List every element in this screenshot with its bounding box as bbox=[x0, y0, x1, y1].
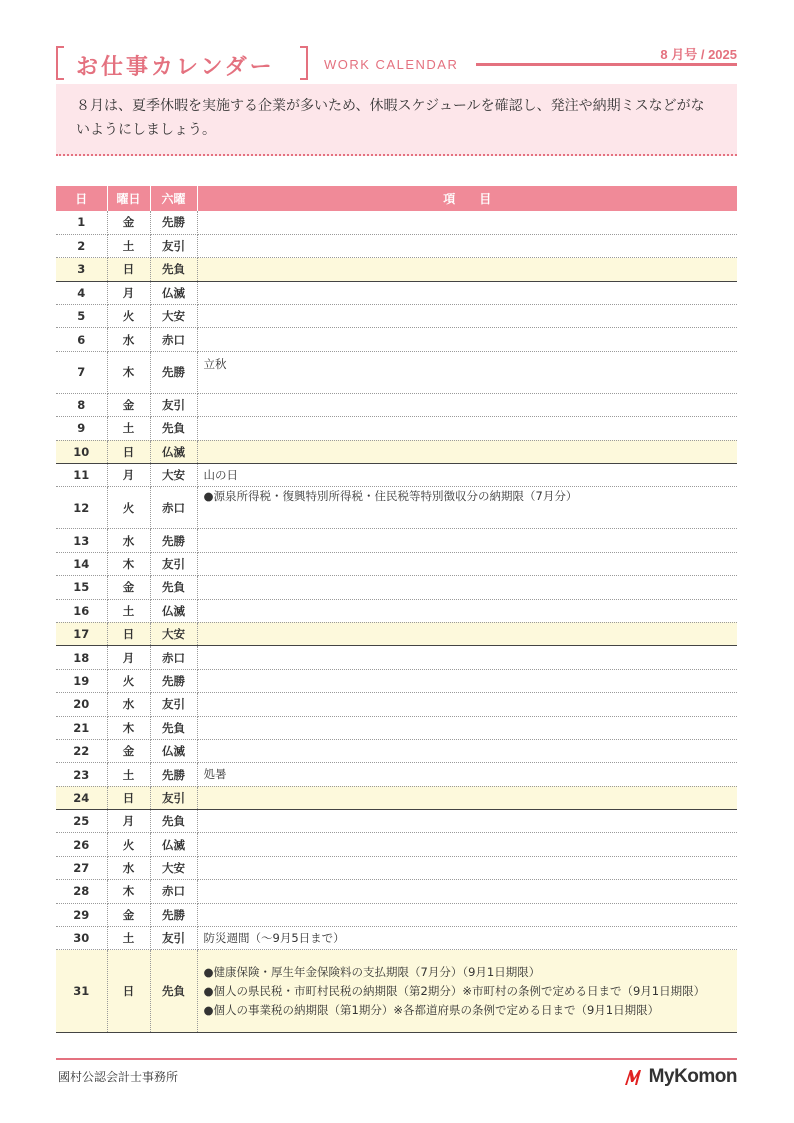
items-cell bbox=[197, 646, 737, 669]
rokuyo-cell: 仏滅 bbox=[150, 281, 197, 304]
calendar-row bbox=[56, 880, 737, 903]
calendar-row bbox=[56, 464, 737, 487]
calendar-row bbox=[56, 487, 737, 529]
calendar-row bbox=[56, 739, 737, 762]
items-cell bbox=[197, 417, 737, 440]
day-cell: 10 bbox=[56, 440, 107, 463]
items-cell bbox=[197, 927, 737, 950]
day-cell: 9 bbox=[56, 417, 107, 440]
weekday-cell: 水 bbox=[107, 328, 150, 351]
day-cell: 22 bbox=[56, 739, 107, 762]
rokuyo-cell: 先勝 bbox=[150, 211, 197, 234]
mykomon-logo-text: MyKomon bbox=[648, 1066, 737, 1087]
weekday-cell: 金 bbox=[107, 903, 150, 926]
rokuyo-cell: 友引 bbox=[150, 693, 197, 716]
day-cell: 26 bbox=[56, 833, 107, 856]
calendar-row bbox=[56, 351, 737, 393]
rokuyo-cell: 先勝 bbox=[150, 669, 197, 692]
day-cell: 13 bbox=[56, 529, 107, 552]
rokuyo-cell: 赤口 bbox=[150, 646, 197, 669]
title-bracket-left bbox=[56, 46, 64, 80]
items-cell bbox=[197, 810, 737, 833]
items-cell bbox=[197, 669, 737, 692]
items-cell bbox=[197, 693, 737, 716]
weekday-cell: 木 bbox=[107, 716, 150, 739]
items-cell bbox=[197, 856, 737, 879]
calendar-row bbox=[56, 716, 737, 739]
weekday-cell: 月 bbox=[107, 810, 150, 833]
title-bracket-right bbox=[300, 46, 308, 80]
rokuyo-cell: 仏滅 bbox=[150, 739, 197, 762]
weekday-cell: 火 bbox=[107, 305, 150, 328]
calendar-item: ●源泉所得税・復興特別所得税・住民税等特別徴収分の納期限（7月分） bbox=[203, 489, 578, 504]
day-cell: 3 bbox=[56, 258, 107, 281]
rokuyo-cell: 赤口 bbox=[150, 328, 197, 351]
calendar-row bbox=[56, 763, 737, 786]
calendar-row bbox=[56, 211, 737, 234]
calendar-row bbox=[56, 393, 737, 416]
rokuyo-cell: 先負 bbox=[150, 258, 197, 281]
calendar-row bbox=[56, 305, 737, 328]
day-cell: 18 bbox=[56, 646, 107, 669]
weekday-cell: 木 bbox=[107, 351, 150, 393]
calendar-row bbox=[56, 440, 737, 463]
weekday-cell: 土 bbox=[107, 417, 150, 440]
calendar-header-row bbox=[56, 186, 737, 211]
calendar-item: ●健康保険・厚生年金保険料の支払期限（7月分）（9月1日期限） bbox=[203, 964, 541, 979]
rokuyo-cell: 先勝 bbox=[150, 903, 197, 926]
page-subtitle: WORK CALENDAR bbox=[324, 57, 459, 72]
weekday-cell: 土 bbox=[107, 234, 150, 257]
items-cell bbox=[197, 622, 737, 645]
day-cell: 11 bbox=[56, 464, 107, 487]
items-cell bbox=[197, 880, 737, 903]
calendar-row bbox=[56, 417, 737, 440]
issue-label: 8 月号 / 2025 bbox=[660, 47, 737, 62]
calendar-item: ●個人の事業税の納期限（第1期分）※各都道府県の条例で定める日まで（9月1日期限） bbox=[203, 1002, 660, 1017]
weekday-cell: 金 bbox=[107, 393, 150, 416]
day-cell: 16 bbox=[56, 599, 107, 622]
calendar-row bbox=[56, 856, 737, 879]
calendar-row bbox=[56, 903, 737, 926]
rokuyo-cell: 友引 bbox=[150, 234, 197, 257]
calendar-body bbox=[56, 211, 737, 1033]
rokuyo-cell: 友引 bbox=[150, 393, 197, 416]
calendar-row bbox=[56, 927, 737, 950]
weekday-cell: 月 bbox=[107, 281, 150, 304]
weekday-cell: 月 bbox=[107, 464, 150, 487]
items-cell bbox=[197, 599, 737, 622]
weekday-cell: 火 bbox=[107, 487, 150, 529]
day-cell: 15 bbox=[56, 576, 107, 599]
day-cell: 17 bbox=[56, 622, 107, 645]
rokuyo-cell: 先負 bbox=[150, 716, 197, 739]
calendar-row bbox=[56, 552, 737, 575]
items-cell bbox=[197, 529, 737, 552]
calendar-row bbox=[56, 833, 737, 856]
items-cell bbox=[197, 234, 737, 257]
day-cell: 2 bbox=[56, 234, 107, 257]
items-cell bbox=[197, 739, 737, 762]
day-cell: 28 bbox=[56, 880, 107, 903]
items-cell bbox=[197, 950, 737, 1033]
rokuyo-cell: 仏滅 bbox=[150, 440, 197, 463]
rokuyo-cell: 友引 bbox=[150, 927, 197, 950]
weekday-cell: 火 bbox=[107, 669, 150, 692]
rokuyo-cell: 先勝 bbox=[150, 529, 197, 552]
rokuyo-cell: 先負 bbox=[150, 950, 197, 1033]
col-header-day: 日 bbox=[56, 186, 107, 211]
rokuyo-cell: 赤口 bbox=[150, 487, 197, 529]
calendar-table bbox=[56, 186, 737, 1033]
day-cell: 20 bbox=[56, 693, 107, 716]
day-cell: 29 bbox=[56, 903, 107, 926]
calendar-item: 立秋 bbox=[203, 356, 227, 371]
weekday-cell: 火 bbox=[107, 833, 150, 856]
items-cell bbox=[197, 440, 737, 463]
items-cell bbox=[197, 211, 737, 234]
calendar-item: ●個人の県民税・市町村民税の納期限（第2期分）※市町村の条例で定める日まで（9月1日期限） bbox=[203, 983, 706, 998]
items-cell bbox=[197, 464, 737, 487]
office-name: 國村公認会計士事務所 bbox=[58, 1070, 179, 1084]
weekday-cell: 水 bbox=[107, 693, 150, 716]
weekday-cell: 月 bbox=[107, 646, 150, 669]
calendar-row bbox=[56, 281, 737, 304]
weekday-cell: 水 bbox=[107, 529, 150, 552]
items-cell bbox=[197, 763, 737, 786]
items-cell bbox=[197, 716, 737, 739]
calendar-row bbox=[56, 328, 737, 351]
day-cell: 19 bbox=[56, 669, 107, 692]
title-rule bbox=[476, 63, 737, 66]
calendar-row bbox=[56, 576, 737, 599]
day-cell: 31 bbox=[56, 950, 107, 1033]
rokuyo-cell: 先勝 bbox=[150, 763, 197, 786]
rokuyo-cell: 仏滅 bbox=[150, 599, 197, 622]
day-cell: 8 bbox=[56, 393, 107, 416]
rokuyo-cell: 大安 bbox=[150, 464, 197, 487]
weekday-cell: 日 bbox=[107, 786, 150, 809]
weekday-cell: 金 bbox=[107, 211, 150, 234]
calendar-row bbox=[56, 646, 737, 669]
rokuyo-cell: 先負 bbox=[150, 810, 197, 833]
weekday-cell: 金 bbox=[107, 739, 150, 762]
col-header-weekday: 曜日 bbox=[107, 186, 150, 211]
day-cell: 6 bbox=[56, 328, 107, 351]
calendar-row bbox=[56, 258, 737, 281]
calendar-row bbox=[56, 810, 737, 833]
day-cell: 14 bbox=[56, 552, 107, 575]
day-cell: 24 bbox=[56, 786, 107, 809]
calendar-item: 山の日 bbox=[203, 467, 238, 482]
items-cell bbox=[197, 305, 737, 328]
weekday-cell: 水 bbox=[107, 856, 150, 879]
items-cell bbox=[197, 328, 737, 351]
col-header-rokuyo: 六曜 bbox=[150, 186, 197, 211]
page-header bbox=[56, 44, 737, 84]
calendar-row bbox=[56, 529, 737, 552]
day-cell: 4 bbox=[56, 281, 107, 304]
calendar-row bbox=[56, 950, 737, 1033]
rokuyo-cell: 赤口 bbox=[150, 880, 197, 903]
rokuyo-cell: 友引 bbox=[150, 552, 197, 575]
col-header-items: 項 目 bbox=[197, 186, 737, 211]
day-cell: 12 bbox=[56, 487, 107, 529]
items-cell bbox=[197, 281, 737, 304]
mykomon-logo bbox=[624, 1066, 737, 1090]
weekday-cell: 日 bbox=[107, 258, 150, 281]
weekday-cell: 土 bbox=[107, 927, 150, 950]
rokuyo-cell: 大安 bbox=[150, 622, 197, 645]
rokuyo-cell: 大安 bbox=[150, 305, 197, 328]
rokuyo-cell: 大安 bbox=[150, 856, 197, 879]
day-cell: 25 bbox=[56, 810, 107, 833]
day-cell: 21 bbox=[56, 716, 107, 739]
calendar-row bbox=[56, 669, 737, 692]
rokuyo-cell: 先負 bbox=[150, 417, 197, 440]
rokuyo-cell: 先勝 bbox=[150, 351, 197, 393]
footer-rule bbox=[56, 1058, 737, 1060]
mykomon-logo-icon bbox=[624, 1068, 644, 1086]
weekday-cell: 木 bbox=[107, 552, 150, 575]
items-cell bbox=[197, 576, 737, 599]
weekday-cell: 日 bbox=[107, 622, 150, 645]
day-cell: 27 bbox=[56, 856, 107, 879]
calendar-row bbox=[56, 693, 737, 716]
weekday-cell: 日 bbox=[107, 440, 150, 463]
items-cell bbox=[197, 833, 737, 856]
weekday-cell: 土 bbox=[107, 599, 150, 622]
calendar-row bbox=[56, 622, 737, 645]
calendar-item: 処暑 bbox=[203, 767, 227, 781]
page-title: お仕事カレンダー bbox=[76, 55, 275, 80]
day-cell: 30 bbox=[56, 927, 107, 950]
weekday-cell: 木 bbox=[107, 880, 150, 903]
items-cell bbox=[197, 786, 737, 809]
rokuyo-cell: 友引 bbox=[150, 786, 197, 809]
calendar-row bbox=[56, 599, 737, 622]
day-cell: 7 bbox=[56, 351, 107, 393]
items-cell bbox=[197, 487, 737, 529]
rokuyo-cell: 仏滅 bbox=[150, 833, 197, 856]
items-cell bbox=[197, 903, 737, 926]
items-cell bbox=[197, 351, 737, 393]
calendar-row bbox=[56, 786, 737, 809]
weekday-cell: 日 bbox=[107, 950, 150, 1033]
rokuyo-cell: 先負 bbox=[150, 576, 197, 599]
day-cell: 1 bbox=[56, 211, 107, 234]
items-cell bbox=[197, 393, 737, 416]
calendar-item: 防災週間（～9月5日まで） bbox=[203, 930, 345, 945]
items-cell bbox=[197, 552, 737, 575]
intro-box: ８月は、夏季休暇を実施する企業が多いため、休暇スケジュールを確認し、発注や納期ミスなどがないようにしましょう。 bbox=[56, 84, 737, 156]
day-cell: 5 bbox=[56, 305, 107, 328]
calendar-row bbox=[56, 234, 737, 257]
weekday-cell: 土 bbox=[107, 763, 150, 786]
items-cell bbox=[197, 258, 737, 281]
day-cell: 23 bbox=[56, 763, 107, 786]
weekday-cell: 金 bbox=[107, 576, 150, 599]
